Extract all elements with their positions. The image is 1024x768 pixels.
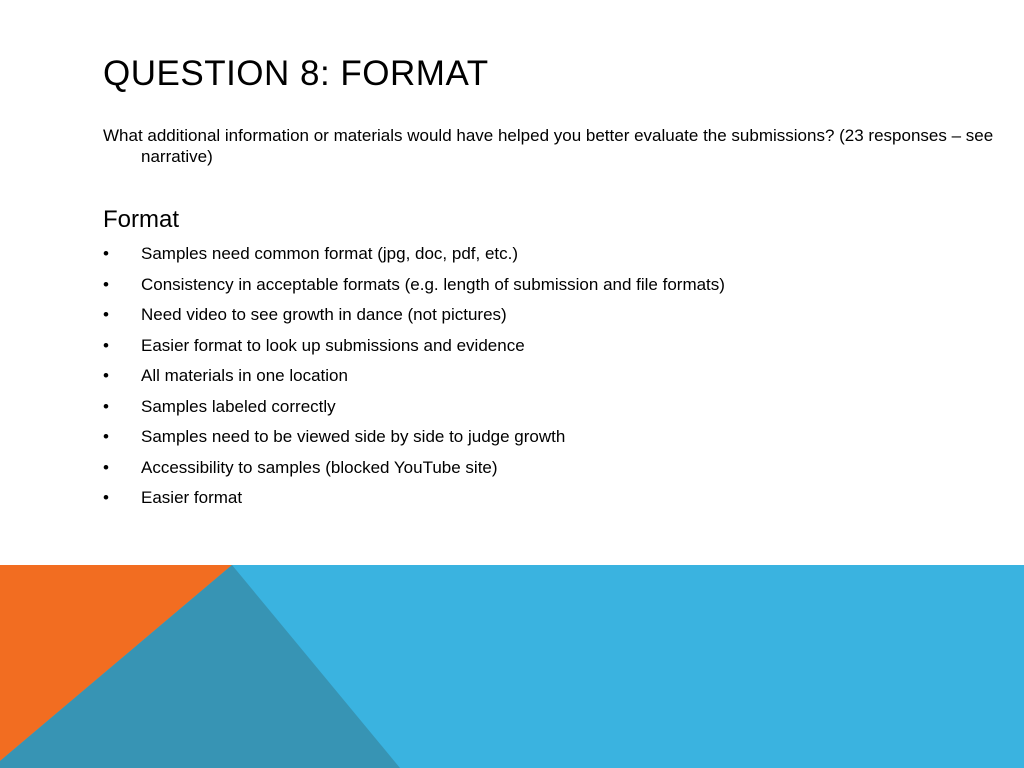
decorative-footer-band [0, 565, 1024, 768]
bullet-icon: • [103, 488, 109, 507]
list-item-text: Samples labeled correctly [141, 396, 336, 416]
list-item-text: All materials in one location [141, 366, 348, 385]
list-item-text: Samples need common format (jpg, doc, pdf, etc.) [141, 244, 519, 263]
list-item-text: Need video to see growth in dance (not pictures) [141, 305, 507, 324]
bullet-icon: • [103, 244, 109, 263]
list-item [103, 425, 963, 456]
bullet-list [103, 242, 963, 517]
list-item [103, 486, 963, 517]
list-item [103, 242, 963, 273]
list-item [103, 273, 963, 304]
slide-title: QUESTION 8: FORMAT [103, 54, 489, 93]
bullet-icon: • [103, 366, 109, 385]
list-item [103, 456, 963, 487]
bullet-icon: • [103, 305, 109, 324]
bullet-icon: • [103, 427, 109, 446]
list-item-text: Easier format [141, 488, 243, 507]
bullet-icon: • [103, 335, 109, 355]
list-item [103, 364, 963, 395]
bullet-icon: • [103, 396, 109, 416]
list-item [103, 303, 963, 334]
list-item-text: Easier format to look up submissions and evidence [141, 335, 525, 355]
list-item-text: Samples need to be viewed side by side to judge growth [141, 427, 566, 446]
bullet-icon: • [103, 457, 109, 477]
bullet-icon: • [103, 274, 109, 294]
list-item-text: Consistency in acceptable formats (e.g. length of submission and file formats) [141, 274, 725, 294]
list-item [103, 395, 963, 426]
list-item-text: Accessibility to samples (blocked YouTube site) [141, 457, 498, 477]
question-text: What additional information or materials would have helped you better evaluate the submissions? (23 responses – see narrative) [103, 126, 994, 166]
list-item [103, 334, 963, 365]
section-heading: Format [103, 206, 180, 233]
